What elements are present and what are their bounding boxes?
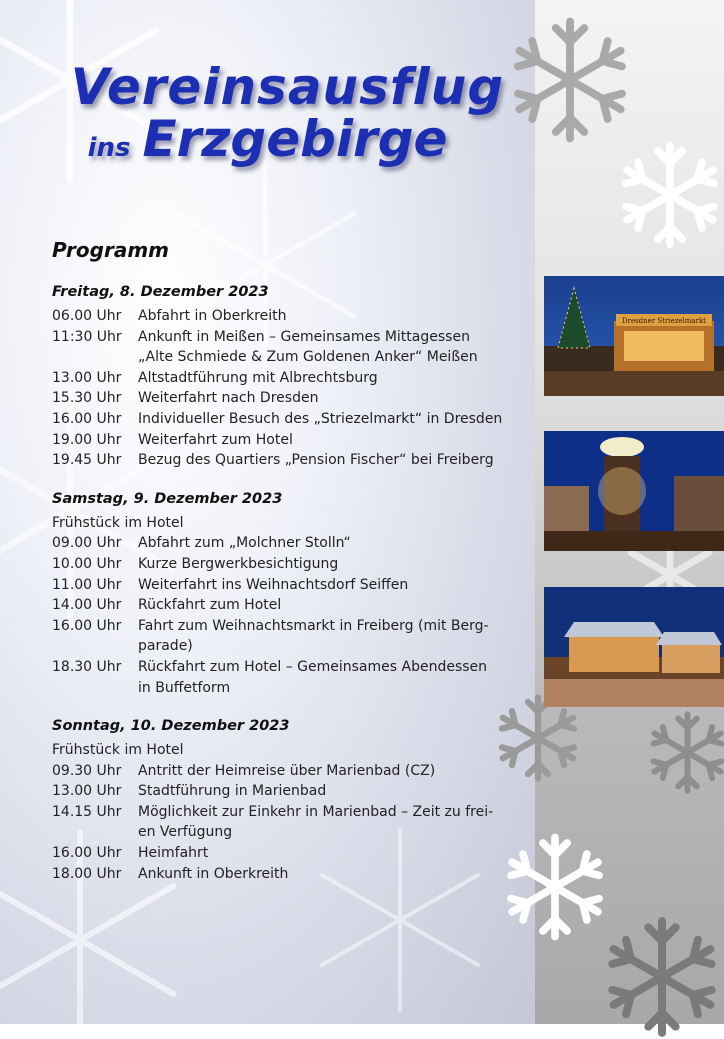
schedule-item [52,533,527,554]
snowflake-gray-icon [600,915,724,1039]
title-ins: ins [87,133,131,163]
description-line: en Verfügung [138,824,233,841]
title-erzgebirge: Erzgebirge [142,110,448,168]
schedule-time: 14.00 Uhr [52,597,122,614]
schedule-item [52,409,527,430]
schedule-description [138,368,527,389]
title-line-2 [0,110,535,168]
schedule-item [52,761,527,782]
schedule-item [52,368,527,389]
description-line: „Alte Schmiede & Zum Goldenen Anker“ Meißen [138,349,478,366]
photo-dresden-striezelmarkt [544,276,724,396]
schedule-time: 19.45 Uhr [52,452,122,469]
description-line: Individueller Besuch des „Striezelmarkt“ in Dresden [138,410,503,427]
description-line: in Buffetform [138,679,231,696]
schedule-time: 16.00 Uhr [52,845,122,862]
program-heading: Programm [52,238,170,262]
schedule-description [138,657,527,698]
program-day [52,718,527,884]
schedule-time: 15.30 Uhr [52,390,122,407]
schedule-item [52,864,527,885]
schedule-description [138,616,527,657]
description-line: Fahrt zum Weihnachtsmarkt in Freiberg (mit Berg- [138,617,489,634]
description-line: Weiterfahrt nach Dresden [138,390,319,407]
photo-christmas-village [544,587,724,707]
program-content [52,238,527,904]
photo-sign-text: Dresdner Striezelmarkt [621,317,707,325]
schedule-description [138,450,527,471]
description-line: Weiterfahrt zum Hotel [138,431,293,448]
schedule-time: 11.00 Uhr [52,576,122,593]
schedule-item [52,575,527,596]
program-day [52,284,527,471]
schedule-item [52,595,527,616]
schedule-item [52,616,527,657]
description-line: Weiterfahrt ins Weihnachtsdorf Seiffen [138,576,409,593]
snowflake-white-icon [615,140,724,250]
schedule-description [138,409,527,430]
schedule-item [52,843,527,864]
schedule-time: 06.00 Uhr [52,308,122,324]
day-heading: Freitag, 8. Dezember 2023 [52,284,269,300]
schedule-description [138,533,527,554]
description-line: Abfahrt zum „Molchner Stolln“ [138,535,351,552]
schedule-time: 09.00 Uhr [52,535,122,552]
schedule-time: 18.00 Uhr [52,865,122,882]
description-line: Abfahrt in Oberkreith [138,308,287,324]
schedule-item [52,327,527,368]
schedule-description [138,781,527,802]
description-line: Altstadtführung mit Albrechtsburg [138,369,378,386]
schedule-item [52,802,527,843]
schedule-time: 09.30 Uhr [52,762,122,779]
schedule-time: 16.00 Uhr [52,617,122,634]
program-days [52,284,527,884]
description-line: Möglichkeit zur Einkehr in Marienbad – Zeit zu frei- [138,803,494,820]
day-intro: Frühstück im Hotel [52,742,184,759]
schedule-description [138,388,527,409]
schedule-description [138,554,527,575]
schedule-time: 11:30 Uhr [52,328,122,345]
day-intro: Frühstück im Hotel [52,514,184,531]
description-line: parade) [138,638,193,655]
schedule-description [138,327,527,368]
schedule-description [138,802,527,843]
schedule-time: 13.00 Uhr [52,369,122,386]
schedule-item [52,554,527,575]
day-heading: Sonntag, 10. Dezember 2023 [52,718,290,735]
schedule-item [52,430,527,451]
description-line: Ankunft in Oberkreith [138,865,289,882]
schedule-description [138,843,527,864]
description-line: Ankunft in Meißen – Gemeinsames Mittagessen [138,328,470,345]
schedule-description [138,575,527,596]
description-line: Stadtführung in Marienbad [138,783,327,800]
schedule-time: 18.30 Uhr [52,658,122,675]
poster-title [0,58,535,168]
description-line: Rückfahrt zum Hotel [138,597,282,614]
description-line: Kurze Bergwerkbesichtigung [138,555,339,572]
description-line: Antritt der Heimreise über Marienbad (CZ) [138,762,436,779]
schedule-description [138,595,527,616]
program-day [52,491,527,698]
schedule-description [138,430,527,451]
snowflake-gray-icon [645,710,724,795]
schedule-description [138,761,527,782]
description-line: Rückfahrt zum Hotel – Gemeinsames Abendessen [138,658,488,675]
photo-christmas-pyramid [544,431,724,551]
schedule-description [138,864,527,885]
schedule-time: 10.00 Uhr [52,555,122,572]
day-heading: Samstag, 9. Dezember 2023 [52,490,283,507]
schedule-item [52,450,527,471]
description-line: Bezug des Quartiers „Pension Fischer“ bei Freiberg [138,452,494,469]
description-line: Heimfahrt [138,845,209,862]
schedule-time: 16.00 Uhr [52,410,122,427]
schedule-time: 14.15 Uhr [52,803,122,820]
schedule-item [52,306,527,327]
schedule-item [52,657,527,698]
schedule-item [52,388,527,409]
schedule-time: 13.00 Uhr [52,783,122,800]
title-line-1: Vereinsausflug [70,58,505,116]
schedule-description [138,306,527,327]
schedule-time: 19.00 Uhr [52,431,122,448]
schedule-item [52,781,527,802]
